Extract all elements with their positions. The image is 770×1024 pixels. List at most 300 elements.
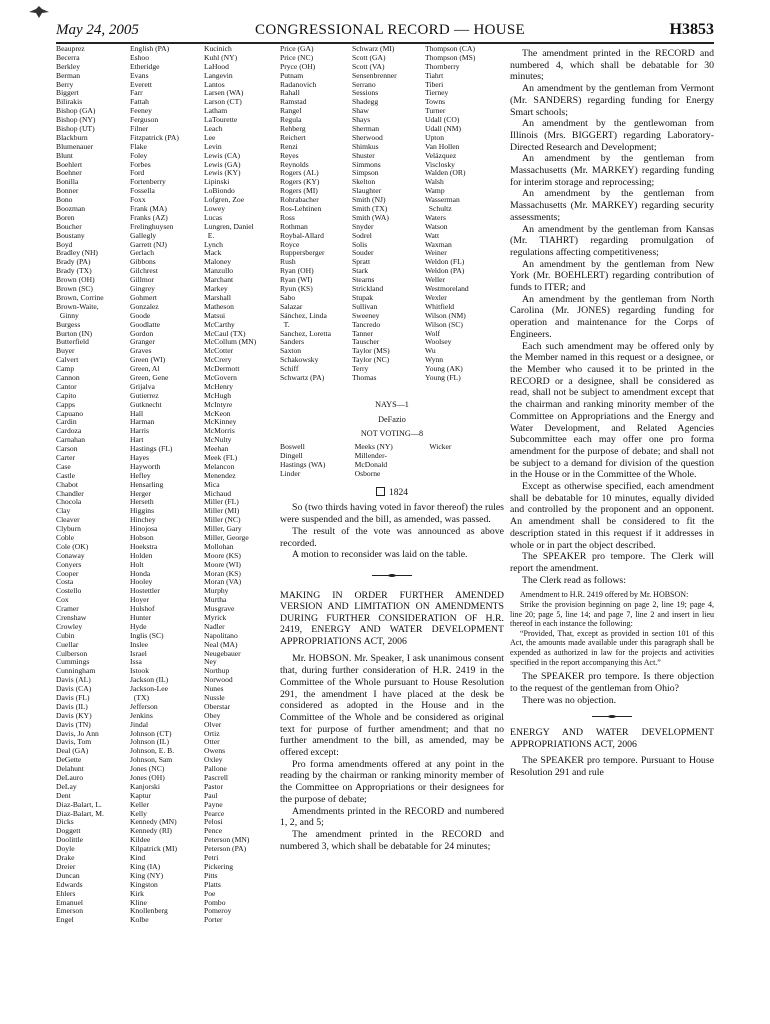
member-name: Van Hollen [425, 141, 460, 151]
clerk-read-paragraph: The Clerk read as follows: [522, 574, 626, 586]
member-name: Nussle [204, 693, 225, 703]
member-name: Jones (NC) [130, 764, 165, 774]
member-name: Kaptur [130, 790, 152, 800]
member-name: Lungren, Daniel [204, 221, 254, 231]
member-name: Ruppersberger [280, 248, 325, 258]
member-name: McCaul (TX) [204, 328, 246, 338]
member-name: Nunes [204, 684, 224, 694]
member-name: Hunter [130, 613, 152, 622]
member-name: Cox [56, 595, 69, 605]
member-name: Green (WI) [130, 355, 166, 365]
member-name: Fossella [130, 186, 155, 196]
member-name: DeLauro [56, 773, 83, 783]
member-name: Blunt [56, 150, 73, 160]
amendment-4-paragraph: The amendment printed in the RECORD and numbered 4, which shall be debatable for 30 minutes; [510, 48, 714, 83]
member-name: Mollohan [204, 541, 234, 551]
member-name: LoBiondo [204, 186, 235, 196]
member-name: Tiberi [425, 79, 444, 89]
member-name: Fitzpatrick (PA) [130, 132, 179, 142]
member-name: Leach [204, 124, 223, 134]
member-name: Bradley (NH) [56, 248, 98, 258]
member-name: Schakowsky [280, 355, 319, 365]
member-name: Bonner [56, 186, 79, 196]
member-name: Jenkins [130, 710, 153, 720]
not-voting-column-3 [429, 443, 504, 479]
member-name: Herger [130, 488, 151, 498]
member-name: McGovern [204, 372, 237, 382]
member-name: Engel [56, 915, 74, 925]
member-name: Coble [56, 532, 75, 542]
member-name: Pallone [204, 764, 227, 774]
member-name: Sweeney [352, 310, 380, 320]
member-name: Hinchey [130, 515, 156, 525]
member-name: McHugh [204, 390, 231, 400]
member-name: Hyde [130, 621, 147, 631]
member-name: Doggett [56, 826, 81, 836]
member-name: Pence [204, 826, 223, 836]
member-name: Chandler [56, 488, 84, 498]
member-name: Moran (KS) [204, 568, 241, 578]
member-name: Buyer [56, 346, 75, 356]
member-name: Chabot [56, 479, 78, 489]
member-name: Kennedy (RI) [130, 826, 172, 836]
member-name: Weldon (FL) [425, 257, 465, 267]
member-name: Peterson (MN) [204, 835, 250, 845]
member-name: Hostettler [130, 586, 160, 596]
member-name: Davis (FL) [56, 693, 90, 703]
member-name: Manzullo [204, 266, 234, 276]
member-name: Young (AK) [425, 364, 463, 374]
member-name: Butterfield [56, 337, 89, 347]
member-name: Johnson (CT) [130, 728, 172, 738]
member-name: Delahunt [56, 764, 84, 774]
member-name: Obey [204, 710, 221, 720]
member-name: Brown-Waite, [56, 301, 99, 311]
member-name: Gingrey [130, 284, 155, 294]
member-name: Bishop (GA) [56, 106, 96, 116]
member-name: Forbes [130, 159, 151, 169]
member-name: Edwards [56, 879, 83, 889]
member-name: Lynch [204, 239, 223, 249]
member-name: Pastor [204, 781, 223, 791]
member-name: Bonilla [56, 177, 79, 187]
member-name: Ortiz [204, 728, 220, 738]
boehlert-paragraph: An amendment by the gentleman from New York (Mr. BOEHLERT) regarding contribution of funds to ITER; and [510, 258, 714, 294]
member-name: Dreier [56, 861, 76, 871]
member-name: Granger [130, 337, 155, 347]
member-name: Udall (CO) [425, 115, 460, 125]
biggert-paragraph: An amendment by the gentlewoman from Illinois (Mrs. BIGGERT) regarding Laboratory-Directed Research and Development; [510, 118, 714, 153]
member-name: Schwartz (PA) [280, 372, 325, 382]
member-name: Franks (AZ) [130, 212, 168, 222]
member-name: Ginny [56, 310, 79, 320]
member-name: Wamp [425, 186, 445, 196]
header-title: CONGRESSIONAL RECORD — HOUSE [255, 22, 525, 38]
member-name: Brown, Corrine [56, 292, 104, 302]
member-name: Oxley [204, 755, 223, 765]
member-name: Markey [204, 284, 228, 294]
member-name: Higgins [130, 506, 155, 516]
member-name: Boswell [280, 442, 305, 452]
member-name: Jones (OH) [130, 773, 165, 783]
member-name: Weldon (PA) [425, 266, 465, 276]
member-name: Wexler [425, 292, 447, 302]
member-name: Cuellar [56, 639, 79, 649]
member-name: Ros-Lehtinen [280, 204, 322, 214]
member-name: Cantor [56, 381, 77, 391]
member-name: English (PA) [130, 44, 170, 53]
tiahrt-paragraph: An amendment by the gentleman from Kansas (Mr. TIAHRT) regarding promulgation of regulations affecting competitiveness; [510, 223, 714, 258]
member-name: Cunningham [56, 666, 96, 676]
member-name: Boyd [56, 239, 73, 249]
member-name: Miller (MI) [204, 506, 240, 516]
member-name: Moore (WI) [204, 559, 241, 569]
member-name: Petri [204, 853, 219, 863]
member-name: Farr [130, 88, 143, 98]
member-name: Young (FL) [425, 372, 461, 382]
checkbox-icon [376, 487, 385, 496]
member-name: Slaughter [352, 186, 382, 196]
member-name: Murphy [204, 586, 229, 596]
member-name: Visclosky [425, 159, 455, 169]
member-name: Gonzalez [130, 301, 159, 311]
member-name: Mack [204, 248, 222, 258]
member-name: Davis (KY) [56, 710, 92, 720]
member-name: Radanovich [280, 79, 317, 89]
member-name: Conyers [56, 559, 82, 569]
member-name: Oberstar [204, 701, 231, 711]
member-name: Johnson, Sam [130, 755, 173, 765]
member-name: Northup [204, 666, 230, 676]
member-name: Fortenberry [130, 177, 166, 187]
member-name: Miller, Gary [204, 524, 242, 534]
member-name: Ryun (KS) [280, 284, 313, 294]
section-divider-2 [592, 716, 632, 717]
member-name: Velázquez [425, 150, 457, 160]
member-name: Hensarling [130, 479, 164, 489]
member-name: Watt [425, 230, 440, 240]
member-name: Brown (OH) [56, 275, 95, 285]
member-name: Whitfield [425, 301, 455, 311]
member-name: Crenshaw [56, 613, 87, 622]
member-name: Green, Al [130, 364, 160, 374]
member-name: Goodlatte [130, 319, 160, 329]
member-name: Salazar [280, 301, 303, 311]
member-name: Camp [56, 364, 75, 374]
member-name: DeLay [56, 781, 77, 791]
member-name: McCollum (MN) [204, 337, 257, 347]
member-name: Davis, Jo Ann [56, 728, 99, 738]
member-name: Shays [352, 115, 371, 125]
member-name: Watson [425, 221, 448, 231]
pro-forma-paragraph: Pro forma amendments offered at any point in the reading by the chairman or ranking minority member of the Committee on Appropriations or their designees for the purpose of debate; [280, 758, 504, 805]
member-name: McCrery [204, 355, 232, 365]
markey-storage-paragraph: An amendment by the gentleman from Massachusetts (Mr. MARKEY) regarding funding for interim storage and reprocessing; [510, 153, 714, 188]
member-name: Gutknecht [130, 399, 162, 409]
member-name: Marchant [204, 275, 234, 285]
member-name: Green, Gene [130, 372, 169, 382]
member-name: (TX) [130, 693, 149, 703]
member-name: Payne [204, 799, 223, 809]
speaker-report-paragraph: The SPEAKER pro tempore. The Clerk will report the amendment. [510, 551, 714, 574]
member-name: Johnson, E. B. [130, 746, 175, 756]
member-name: Stupak [352, 292, 374, 302]
member-name: Hulshof [130, 604, 155, 614]
not-voting-column-2 [355, 443, 430, 479]
member-name: Lantos [204, 79, 225, 89]
member-name: Bishop (NY) [56, 115, 96, 125]
member-name: Michaud [204, 488, 231, 498]
member-name: Wilson (SC) [425, 319, 463, 329]
member-name: Herseth [130, 497, 154, 507]
member-name: Gilchrest [130, 266, 158, 276]
nays-heading: NAYS—1 [375, 400, 409, 409]
member-name: Otter [204, 737, 220, 747]
member-name: Wu [425, 346, 436, 356]
member-name: Kelly [130, 808, 147, 818]
member-name: Emerson [56, 906, 83, 916]
member-name: Osborne [354, 468, 381, 478]
member-name: Davis (TN) [56, 719, 91, 729]
member-name: Garrett (NJ) [130, 239, 167, 249]
gpo-eagle-logo [28, 4, 50, 20]
member-name: Smith (NJ) [352, 195, 386, 205]
member-name: Evans [130, 70, 149, 80]
member-name: Norwood [204, 675, 233, 685]
member-name: Hayes [130, 452, 149, 462]
member-name: Pomeroy [204, 906, 232, 916]
member-name: Davis (AL) [56, 675, 91, 685]
member-name: Issa [130, 657, 142, 667]
member-name: Ferguson [130, 115, 159, 125]
member-name: Miller (NC) [204, 515, 241, 525]
member-name: McKinney [204, 417, 237, 427]
objection-question-paragraph: The SPEAKER pro tempore. Is there objection to the request of the gentleman from Ohio? [510, 671, 714, 694]
energy-water-heading: ENERGY AND WATER DEVELOPMENT APPROPRIATIONS ACT, 2006 [510, 727, 714, 750]
member-name: Owens [204, 746, 226, 756]
member-name: Lofgren, Zoe [204, 195, 245, 205]
member-name: Saxton [280, 346, 302, 356]
member-name: Foley [130, 150, 148, 160]
member-name: Shaw [352, 106, 369, 116]
member-name: Cole (OK) [56, 541, 89, 551]
member-name: Putnam [280, 70, 304, 80]
member-name: McDonald [354, 459, 388, 469]
member-name: Sherman [352, 124, 379, 134]
member-name: Stearns [352, 275, 375, 285]
member-name: Sanchez, Loretta [280, 328, 332, 338]
amendments-1-2-5-paragraph: Amendments printed in the RECORD and numbered 1, 2, and 5; [280, 805, 504, 829]
member-name: Brown (SC) [56, 284, 93, 294]
member-name: Berkley [56, 61, 81, 71]
member-name: Kucinich [204, 44, 232, 53]
member-name: Latham [204, 106, 228, 116]
member-name: Burgess [56, 319, 81, 329]
member-name: Eshoo [130, 52, 149, 62]
member-name: Moore (KS) [204, 550, 241, 560]
member-name: Wasserman [425, 195, 460, 205]
not-voting-list [280, 443, 504, 479]
member-name: Lowey [204, 204, 226, 214]
member-name: Schultz [425, 204, 452, 214]
member-name: McHenry [204, 381, 234, 391]
member-name: Westmoreland [425, 284, 469, 294]
member-name: Smith (WA) [352, 212, 389, 222]
member-name: Lee [204, 132, 216, 142]
member-name: Scott (GA) [352, 52, 386, 62]
member-name: Wicker [429, 442, 452, 452]
member-name: Brady (TX) [56, 266, 92, 276]
final-paragraph: The SPEAKER pro tempore. Pursuant to House Resolution 291 and rule [510, 755, 714, 778]
member-name: Capito [56, 390, 77, 400]
member-name: Matheson [204, 301, 234, 311]
member-name: Knollenberg [130, 906, 168, 916]
member-name: Jackson-Lee [130, 684, 168, 694]
member-name: Solis [352, 239, 368, 249]
member-name: Rohrabacher [280, 195, 319, 205]
member-name: DeGette [56, 755, 82, 765]
amendment-offered-line: Amendment to H.R. 2419 offered by Mr. HOBSON: [520, 590, 689, 600]
member-name: LaTourette [204, 115, 238, 125]
member-name: Calvert [56, 355, 79, 365]
member-name: Hoyer [130, 595, 149, 605]
member-name: Kolbe [130, 915, 149, 925]
member-name: Lewis (KY) [204, 168, 241, 178]
member-name: Feeney [130, 106, 152, 116]
member-name: Pickering [204, 861, 234, 871]
member-name: Pearce [204, 808, 225, 818]
reconsider-paragraph: A motion to reconsider was laid on the table. [292, 549, 468, 561]
section-divider [372, 575, 412, 576]
nays-names: DeFazio [378, 414, 406, 424]
amendment-text [510, 590, 714, 667]
member-name: Towns [425, 97, 446, 107]
member-name: Capuano [56, 408, 83, 418]
vote-result-paragraph: So (two thirds having voted in favor thereof) the rules were suspended and the bill, as amended, was passed. [280, 502, 504, 526]
amendment-3-paragraph: The amendment printed in the RECORD and numbered 3, which shall be debatable for 24 minutes; [280, 829, 504, 852]
member-name: Taylor (MS) [352, 346, 390, 356]
member-name: Boren [56, 212, 75, 222]
member-name: Terry [352, 364, 369, 374]
member-name: Meeks (NY) [354, 442, 393, 452]
member-name: Linder [280, 468, 301, 478]
member-name: Murtha [204, 595, 227, 605]
member-name: Kennedy (MN) [130, 817, 177, 827]
member-name: Gutierrez [130, 390, 159, 400]
middle-column-lower [280, 396, 504, 852]
member-name: Boehlert [56, 159, 83, 169]
member-name: Beauprez [56, 44, 85, 53]
member-name: Emanuel [56, 897, 83, 907]
right-column [510, 48, 714, 779]
member-name: Langevin [204, 70, 233, 80]
member-name: Miller (FL) [204, 497, 239, 507]
member-name: Strickland [352, 284, 384, 294]
member-name: Israel [130, 648, 147, 658]
member-name: Jindal [130, 719, 149, 729]
member-name: Rothman [280, 221, 308, 231]
member-name: Grijalva [130, 381, 155, 391]
member-name: Diaz-Balart, L. [56, 799, 102, 809]
member-name: Sanders [280, 337, 305, 347]
member-name: Ross [280, 212, 295, 222]
member-name: Hastings (WA) [280, 459, 326, 469]
member-name: Hall [130, 408, 144, 418]
member-name: Shimkus [352, 141, 379, 151]
member-name: Goode [130, 310, 151, 320]
making-in-order-heading: MAKING IN ORDER FURTHER AMENDED VERSION AND LIMITATION ON AMENDMENTS DURING FURTHER CONSIDERATION OF H.R. 2419, ENERGY AND WATER DEVELOPMENT APPROPRIATIONS ACT, 2006 [280, 589, 504, 647]
not-voting-column-1 [280, 443, 355, 479]
member-name: Platts [204, 879, 221, 889]
member-name: Ney [204, 657, 217, 667]
member-name: Smith (TX) [352, 204, 388, 214]
member-name: Gohmert [130, 292, 157, 302]
vote-announced-paragraph: The result of the vote was announced as above recorded. [280, 525, 504, 549]
member-name: Dent [56, 790, 71, 800]
yeas-name-column-4 [280, 45, 331, 383]
member-name: Graves [130, 346, 152, 356]
member-name: Sánchez, Linda [280, 310, 327, 320]
member-name: Thomas [352, 372, 377, 382]
member-name: Hobson [130, 532, 154, 542]
member-name: Snyder [352, 221, 374, 231]
member-name: Biggert [56, 88, 79, 98]
member-name: Simmons [352, 159, 381, 169]
member-name: Kline [130, 897, 147, 907]
member-name: Cardin [56, 417, 77, 427]
member-name: Mica [204, 479, 220, 489]
member-name: Cooper [56, 568, 79, 578]
member-name: Reynolds [280, 159, 309, 169]
member-name: Sensenbrenner [352, 70, 397, 80]
member-name: Boehner [56, 168, 82, 178]
member-name: Rehberg [280, 124, 306, 134]
member-name: Kanjorski [130, 781, 160, 791]
yeas-name-column-5 [352, 45, 397, 383]
member-name: Matsui [204, 310, 226, 320]
member-name: Honda [130, 568, 151, 578]
each-amendment-paragraph: Each such amendment may be offered only by the Member named in this request or a designee, or the Member who caused it to be printed in the RECORD or a designee, shall be considered as read, shall not be subject to amendment except that the chairman and ranking minority member of the Committee on Appropriations and the Energy and Water Development, and Related Agencies Subcommittee each may offer one pro forma amendment for the purpose of debate; and shall not be subject to a demand for division of the question in the House or in the Committee of the Whole. [510, 340, 714, 481]
member-name: Pascrell [204, 773, 229, 783]
member-name: Cummings [56, 657, 90, 667]
member-name: Maloney [204, 257, 231, 267]
member-name: Skelton [352, 177, 376, 187]
member-name: Rogers (KY) [280, 177, 320, 187]
member-name: Tierney [425, 88, 449, 98]
member-name: Conaway [56, 550, 85, 560]
member-name: Blackburn [56, 132, 88, 142]
member-name: McNulty [204, 435, 232, 445]
member-name: Serrano [352, 79, 376, 89]
member-name: Gordon [130, 328, 154, 338]
member-name: Rahall [280, 88, 300, 98]
member-name: Sabo [280, 292, 296, 302]
member-name: Hart [130, 435, 144, 445]
member-name: Pitts [204, 870, 218, 880]
member-name: Meehan [204, 444, 229, 454]
no-objection-paragraph: There was no objection. [522, 694, 617, 706]
member-name: Olver [204, 719, 222, 729]
member-name: Wolf [425, 328, 440, 338]
member-name: Pelosi [204, 817, 223, 827]
member-name: Myrick [204, 613, 227, 622]
member-name: Foxx [130, 195, 146, 205]
sanders-paragraph: An amendment by the gentleman from Vermont (Mr. SANDERS) regarding funding for Energy Smart schools; [510, 83, 714, 118]
hobson-request-paragraph: Mr. HOBSON. Mr. Speaker, I ask unanimous consent that, during further consideration of H.R. 2419 in the Committee of the Whole pursuant to House Resolution 291, the amendment I have placed at the desk be considered as adopted in the House and in the Committee of the Whole and be considered as original text for purpose of further amendment; and that no further amendment to the bill, as amended, may be offered except: [280, 653, 504, 759]
markey-security-paragraph: An amendment by the gentleman from Massachusetts (Mr. MARKEY) regarding security assessments; [510, 188, 714, 223]
member-name: Lewis (CA) [204, 150, 241, 160]
member-name: Larsen (WA) [204, 88, 244, 98]
